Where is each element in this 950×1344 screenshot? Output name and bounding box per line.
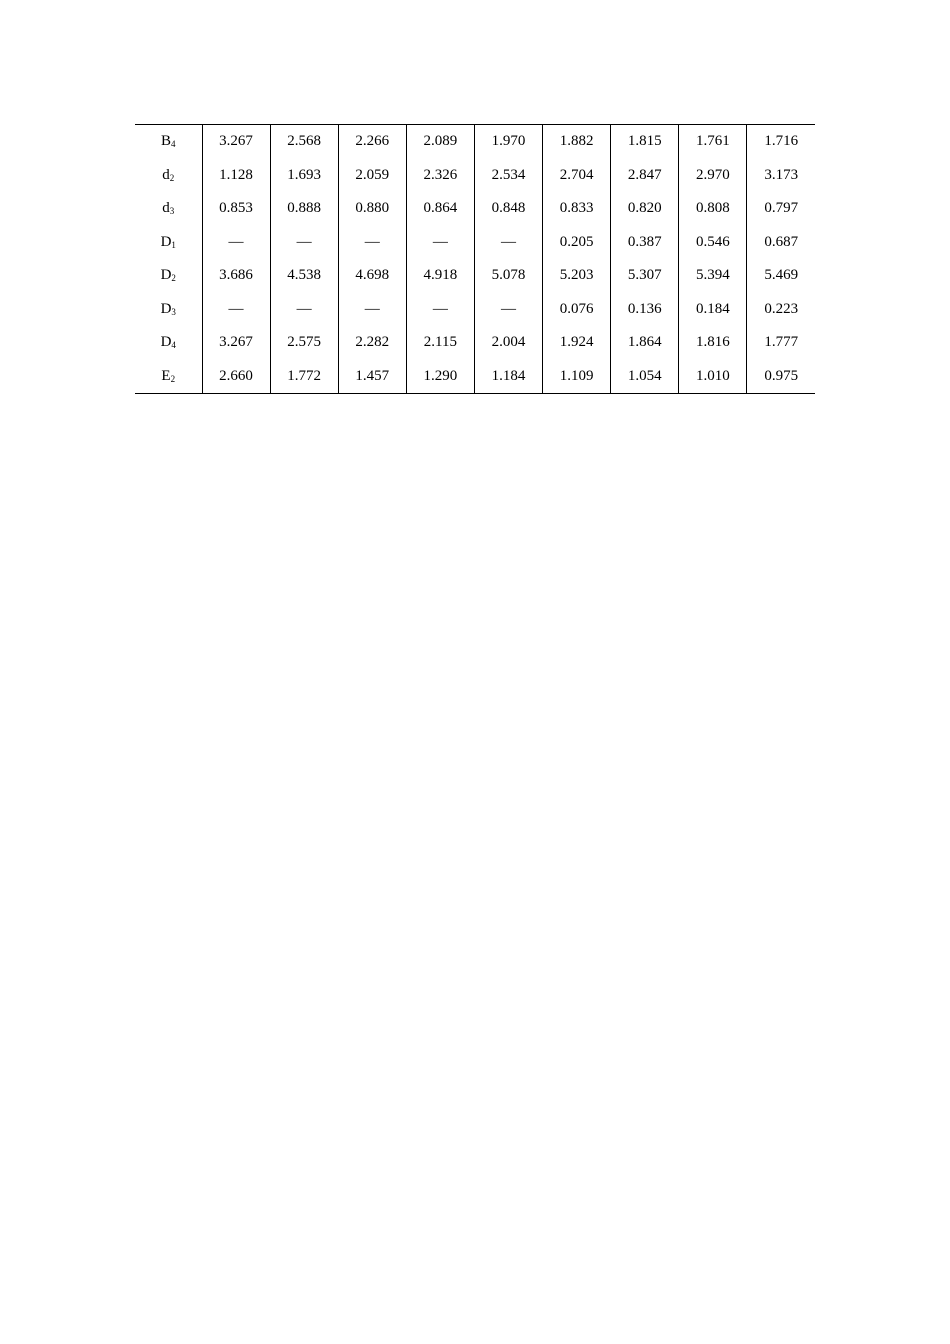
row-label-subscript: 4 [171,340,176,351]
table-cell: 1.693 [270,159,338,193]
row-label-symbol: d [162,200,170,217]
table-cell: 1.777 [747,326,815,360]
table-cell: 0.546 [679,226,747,260]
table-cell: 2.282 [338,326,406,360]
table-cell: — [474,226,542,260]
table-body [135,125,815,394]
row-label-subscript: 3 [169,206,175,217]
row-label-symbol: B [160,133,171,150]
row-label [135,360,202,394]
table-cell: 2.704 [543,159,611,193]
table-cell: 0.833 [543,192,611,226]
table-cell: 1.761 [679,125,747,159]
table-cell: 2.575 [270,326,338,360]
table-cell: 0.888 [270,192,338,226]
table-row [135,192,815,226]
row-label-subscript: 1 [171,239,176,250]
table-cell: 5.394 [679,259,747,293]
table-cell: 1.184 [474,360,542,394]
table-cell: 2.115 [406,326,474,360]
table-cell: 1.864 [611,326,679,360]
table-cell: — [202,226,270,260]
table-cell: 0.797 [747,192,815,226]
row-label-subscript: 2 [169,172,175,183]
table-cell: 0.205 [543,226,611,260]
table-cell: 3.267 [202,125,270,159]
table-cell: 4.698 [338,259,406,293]
row-label [135,293,202,327]
table-cell: — [338,293,406,327]
table-cell: 0.820 [611,192,679,226]
table-cell: — [406,293,474,327]
table-cell: 5.203 [543,259,611,293]
table-cell: 2.089 [406,125,474,159]
table-cell: 0.975 [747,360,815,394]
control-chart-constants-table [135,124,815,394]
table-cell: 1.816 [679,326,747,360]
row-label-symbol: d [162,166,170,183]
table-cell: 5.078 [474,259,542,293]
table-cell: 2.847 [611,159,679,193]
table-cell: 2.266 [338,125,406,159]
table-cell: 0.808 [679,192,747,226]
row-label-subscript: 2 [170,373,176,384]
table-cell: 0.853 [202,192,270,226]
row-label-subscript: 4 [171,139,176,150]
table-cell: 1.109 [543,360,611,394]
table-cell: 0.184 [679,293,747,327]
table-cell: 2.059 [338,159,406,193]
table-cell: 2.660 [202,360,270,394]
table-cell: 2.326 [406,159,474,193]
table-cell: 1.010 [679,360,747,394]
table-cell: 3.267 [202,326,270,360]
table-cell: 4.918 [406,259,474,293]
row-label [135,226,202,260]
table-row [135,125,815,159]
table-cell: — [338,226,406,260]
table-cell: 0.223 [747,293,815,327]
table-cell: — [406,226,474,260]
table-cell: 1.924 [543,326,611,360]
table-cell: 1.290 [406,360,474,394]
table-cell: 1.882 [543,125,611,159]
table-cell: — [474,293,542,327]
table-cell: 1.457 [338,360,406,394]
table-cell: 3.686 [202,259,270,293]
table-cell: 0.880 [338,192,406,226]
table-row [135,326,815,360]
row-label [135,159,202,193]
row-label [135,192,202,226]
table-cell: 1.970 [474,125,542,159]
table-cell: 2.970 [679,159,747,193]
table-row [135,159,815,193]
table-row [135,293,815,327]
table-cell: 0.687 [747,226,815,260]
table-cell: 0.136 [611,293,679,327]
table-cell: 1.815 [611,125,679,159]
row-label-symbol: D [160,300,172,317]
row-label-symbol: E [161,367,171,384]
table-cell: — [270,293,338,327]
table-cell: 0.076 [543,293,611,327]
row-label-subscript: 3 [171,306,176,317]
table-cell: 1.128 [202,159,270,193]
table-cell: 1.716 [747,125,815,159]
table-row [135,360,815,394]
row-label-symbol: D [160,334,172,351]
table-cell: 1.054 [611,360,679,394]
table-cell: — [270,226,338,260]
table-cell: 1.772 [270,360,338,394]
table-cell: 2.534 [474,159,542,193]
row-label [135,259,202,293]
table-cell: 5.307 [611,259,679,293]
table-cell: 2.004 [474,326,542,360]
table-cell: 4.538 [270,259,338,293]
table-cell: 0.864 [406,192,474,226]
row-label-subscript: 2 [171,273,176,284]
row-label-symbol: D [160,233,172,250]
row-label [135,326,202,360]
table-row [135,259,815,293]
table-cell: — [202,293,270,327]
table-cell: 2.568 [270,125,338,159]
row-label-symbol: D [160,267,172,284]
table-row [135,226,815,260]
table-cell: 0.848 [474,192,542,226]
row-label [135,125,202,159]
table-cell: 5.469 [747,259,815,293]
table-cell: 3.173 [747,159,815,193]
table-cell: 0.387 [611,226,679,260]
